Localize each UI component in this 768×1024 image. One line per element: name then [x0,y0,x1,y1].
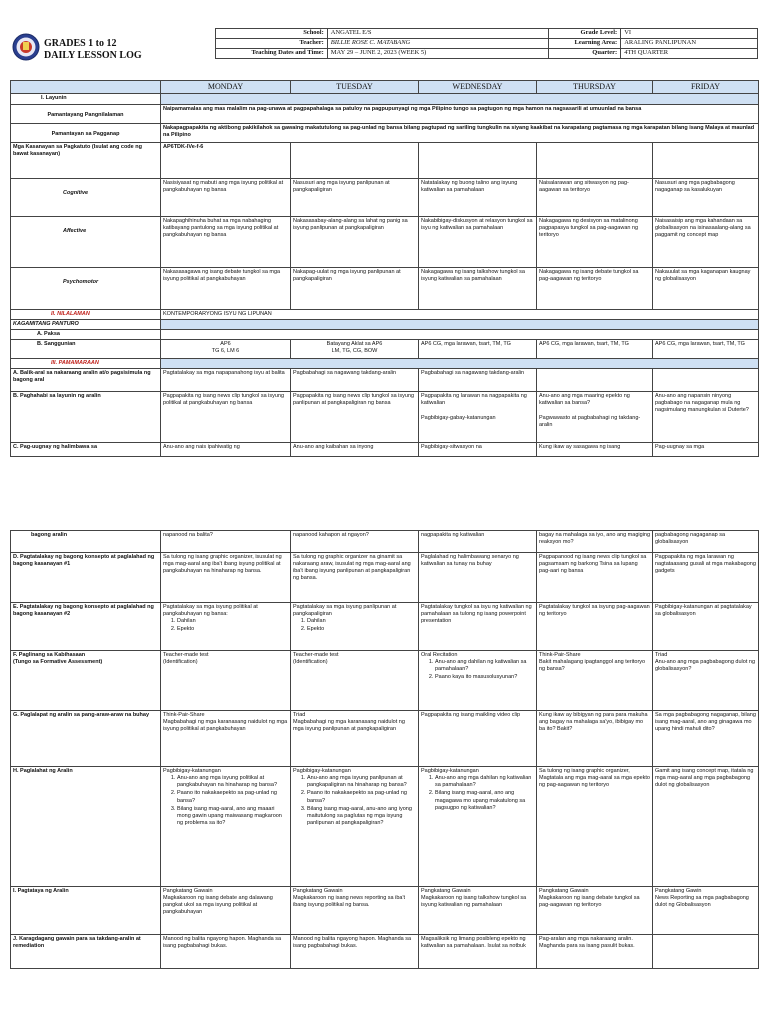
quarter-value: 4TH QUARTER [621,49,758,59]
kabihasaan-wed-list [421,659,534,681]
pag-uugnay-cont-mon: napanood na balita? [161,531,291,553]
day-monday: MONDAY [161,81,291,94]
list-item: 2. Paano ito nakakaepekto sa pag-unlad ng bansa? [177,790,288,804]
konsepto-2-label: E. Pagtatalakay ng bagong konsepto at paglalahad ng bagong kasanayan #2 [11,603,161,651]
teacher-value: BILLIE ROSE C. MATABANG [327,39,549,49]
table-row [11,369,759,392]
area-value: ARALING PANLIPUNAN [621,39,758,49]
pagtataya-thu: Pangkatang Gawain Magkakaroon ng isang debate tungkol sa pag-aagawan ng teritoryo [537,887,653,935]
pag-uugnay-wed: Pagbibigay-sitwasyon na [419,443,537,457]
konsepto-1-fri: Pagpapakita ng mga larawan ng nagtataasang gusali at mga makabagong gadgets [653,553,759,603]
list-item: 3. Bilang isang mag-aaral, ano ang maaari mong gawin upang maiwasang magkaroon ng problema sa ito? [177,806,288,827]
konsepto-2-wed: Pagtatalakay tungkol sa isyu ng katiwalian ng pamahalaan sa tulong ng isang powerpoint presentation [419,603,537,651]
kabihasaan-label: F. Paglinang sa Kabihasaan (Tungo sa Formative Assessment) [11,651,161,711]
day-wednesday: WEDNESDAY [419,81,537,94]
paglalapat-thu: Kung ikaw ay bibigyan ng para para makuha ang bagay na mahalaga sa'yo, ibibigay mo ba ito? Bakit? [537,711,653,767]
psychomotor-label: Psychomotor [63,278,99,285]
lesson-log-header [10,28,758,68]
table-row [11,358,759,368]
cognitive-label-cell [11,178,161,216]
grade-value: VI [621,29,758,39]
list-item: 3. Bilang isang mag-aaral, anu-ano ang iyong maitutulong sa paglutas ng mga isyung panlipunan at pangkapaligiran? [307,806,416,827]
blank-cell [161,329,759,339]
lesson-table-page-2 [10,530,759,969]
paglalapat-mon: Think-Pair-Share Magbabahagi ng mga karanasang naidulot ng mga isyung politikal at pangkabuhayan [161,711,291,767]
psychomotor-tue: Nakapag-uulat ng mga isyung panlipunan at pangkapaligiran [291,267,419,309]
list-item: 1. Dahilan [177,618,288,625]
day-thursday: THURSDAY [537,81,653,94]
paglalahat-label: H. Paglalahat ng Aralin [11,767,161,887]
paglalahat-mon-intro: Pagbibigay-katanungan [163,768,221,774]
table-row [11,935,759,969]
list-item: 1. Dahilan [307,618,416,625]
sanggunian-tue: Batayang Aklat sa AP6 LM, TG, CG, BOW [291,339,419,358]
paglalapat-label: G. Paglalapat ng aralin sa pang-araw-araw na buhay [11,711,161,767]
area-label: Learning Area: [549,39,621,49]
paglalapat-fri: Sa mga pagbabagong nagaganap, bilang isang mag-aaral, ano ang ginagawa mo upang hindi mahuli dito? [653,711,759,767]
balik-aral-label: A. Balik-aral sa nakaraang aralin at/o pagsisimula ng bagong aral [11,369,161,392]
konsepto-2-mon-intro: Pagtatalakay sa mga isyung politikal at pangkabuhayan ng bansa: [163,604,258,618]
kagamitan-label: KAGAMITANG PANTURO [11,319,161,329]
list-item: 2. Paano kaya ito masusolusyunan? [435,674,534,681]
table-row [11,123,759,142]
paglalahat-wed [419,767,537,887]
table-row [11,767,759,887]
takdang-aralin-thu: Pag-aralan ang mga nakaraang aralin. Maghanda para sa isang pasulit bukas. [537,935,653,969]
brand-line-1: GRADES 1 to 12 [44,38,117,49]
takdang-aralin-mon: Manood ng balita ngayong hapon. Maghanda sa isang pagbabahagi bukas. [161,935,291,969]
nilalaman-label: II. NILALAMAN [11,309,161,319]
affective-label-cell [11,216,161,267]
pagganap-text: Nakapagpapakita ng aktibong pakikilahok sa gawaing makatutulong sa pag-unlad ng bansa bilang pagtupad ng sariling tungkulin na siyang kaakibat na karapatang pagtamasa ng mga karapatan bilang isang Malaya at maunlad na Pilipino [161,123,759,142]
paghahabi-label: B. Paghahabi sa layunin ng aralin [11,392,161,443]
sanggunian-fri: AP6 CG, mga larawan, tsart, TM, TG [653,339,759,358]
konsepto-2-tue-intro: Pagtatalakay sa mga isyung panlipunan at pangkapaligiran [293,604,397,618]
affective-mon: Nakapaghihinuha buhat sa mga nabahaging katibayang pantulong sa mga isyung politikal at pangkabuhayan ng bansa [161,216,291,267]
paglalahat-fri: Gamit ang isang concept map, itatala ng mga mag-aaral ang mga pagbabagong dulot ng globalisasyon [653,767,759,887]
pamamaraan-label: III. PAMAMARAAN [11,358,161,368]
kabihasaan-thu: Think-Pair-Share Bakit mahalagang ipagtanggol ang teritoryo ng bansa? [537,651,653,711]
meta-table [215,28,758,59]
table-row [11,651,759,711]
school-value: ANGATEL E/S [327,29,549,39]
table-row [11,392,759,443]
cognitive-mon: Nasisiyasat ng mabuti ang mga isyung politikal at pangkabuhayan ng bansa [161,178,291,216]
list-item: 2. Epekto [307,626,416,633]
school-label: School: [216,29,328,39]
kabihasaan-wed [419,651,537,711]
kasanayan-label: Mga Kasanayan sa Pagkatuto (Isulat ang code ng bawat kasanayan) [11,142,161,178]
paglalahat-thu: Sa tulong ng isang graphic organizer, Magtatala ang mga mag-aaral sa mga epekto ng pag-aagawan ng teritoryo [537,767,653,887]
affective-label: Affective [63,227,87,234]
blank-cell [161,94,759,104]
day-header-row [11,81,759,94]
balik-aral-fri [653,369,759,392]
cognitive-tue: Nasusuri ang mga isyung panlipunan at pangkapaligiran [291,178,419,216]
sanggunian-wed: AP6 CG, mga larawan, tsart, TM, TG [419,339,537,358]
table-row [11,104,759,123]
sanggunian-mon: AP6 TG 6, LM 6 [161,339,291,358]
konsepto-2-tue [291,603,419,651]
dates-label: Teaching Dates and Time: [216,49,328,59]
list-item: 2. Paano ito nakakaepekto sa pag-unlad ng bansa? [307,790,416,804]
list-item: 2. Bilang isang mag-aaral, ano ang magagawa mo upang makatulong sa pagsugpo ng katiwalian? [435,790,534,811]
balik-aral-wed: Pagbabahagi sa nagawang takdang-aralin [419,369,537,392]
nilalaman-text: KONTEMPORARYONG ISYU NG LIPUNAN [161,309,759,319]
konsepto-1-wed: Paglalahad ng halimbawang senaryo ng katiwalian sa tunay na buhay [419,553,537,603]
paglalahat-mon [161,767,291,887]
grade-label: Grade Level: [549,29,621,39]
cognitive-thu: Naisalarawan ang sitwasyon ng pag-aagawan sa teritoryo [537,178,653,216]
paglalahat-mon-list [163,775,288,827]
table-row [11,443,759,457]
kabihasaan-tue: Teacher-made test (Identification) [291,651,419,711]
table-row [11,887,759,935]
paksa-label: A. Paksa [11,329,161,339]
pag-uugnay-cont-wed: nagpapakita ng katiwalian [419,531,537,553]
day-tuesday: TUESDAY [291,81,419,94]
layunin-label: I. Layunin [11,94,161,104]
blank-cell [161,319,759,329]
dates-value: MAY 29 – JUNE 2, 2023 (WEEK 5) [327,49,549,59]
paglalahat-tue-list [293,775,416,827]
konsepto-2-tue-list [293,618,416,633]
pagtataya-fri: Pangkatang Gawin News Reporting sa mga pagbabagong dulot ng Globalisasyon [653,887,759,935]
paglalapat-tue: Triad Magbabahagi ng mga karanasang naidulot ng mga isyung panlipunan at pangkapaligiran [291,711,419,767]
table-row [11,142,759,178]
pagtataya-tue: Pangkatang Gawain Magkakaroon ng isang news reporting sa iba't ibang isyung politikal ng bansa. [291,887,419,935]
brand-title [44,38,142,62]
pagganap-label: Pamantayan sa Pagganap [11,123,161,142]
list-item: 1. Anu-ano ang mga isyung panlipunan at pangkapaligiran na hinaharap ng bansa? [307,775,416,789]
quarter-label: Quarter: [549,49,621,59]
konsepto-2-mon [161,603,291,651]
pag-uugnay-cont-thu: bagay na mahalaga sa iyo, ano ang magiging reaksyon mo? [537,531,653,553]
pagtataya-mon: Pangkatang Gawain Magkakaroon ng isang debate ang dalawang pangkat ukol sa mga isyung politikal at pangkabuhayan [161,887,291,935]
table-row [11,531,759,553]
list-item: 1. Anu-ano ang dahilan ng katiwalian sa pamahalaan? [435,659,534,673]
brand-line-2: DAILY LESSON LOG [44,50,142,61]
table-row [11,711,759,767]
cognitive-wed: Natatalakay ng buong talino ang isyung katiwalian sa pamahalaan [419,178,537,216]
psychomotor-fri: Nakauulat sa mga kaganapan kaugnay ng globalisasyon [653,267,759,309]
konsepto-2-fri: Pagbibigay-katanungan at pagtatalakay sa globalisasyon [653,603,759,651]
table-row [11,603,759,651]
psychomotor-label-cell [11,267,161,309]
table-row [11,309,759,319]
kasanayan-code: AP6TDK-IVe-f-6 [161,142,291,178]
paghahabi-mon: Pagpapakita ng isang news clip tungkol sa isyung politikal at pangkabuhayan ng bansa [161,392,291,443]
paghahabi-tue: Pagpapakita ng isang news clip tungkol sa isyung panlipunan at pangkapaligiran ng bansa [291,392,419,443]
table-row [11,319,759,329]
affective-wed: Nakabibigay-diskusyon at relasyon tungkol sa isyu ng katiwalian sa pamahalaan [419,216,537,267]
kabihasaan-mon: Teacher-made test (Identification) [161,651,291,711]
blank-cell [291,142,419,178]
paghahabi-fri: Anu-ano ang napansin ninyong pagbabago na nagaganap mula ng nagsimulang manungkulan si Duterte? [653,392,759,443]
paglalahat-tue [291,767,419,887]
teacher-label: Teacher: [216,39,328,49]
pag-uugnay-cont-tue: napanood kahapon at ngayon? [291,531,419,553]
affective-tue: Nakasasabay-alang-alang sa lahat ng panig sa isyung panlipunan at pangkapaligiran [291,216,419,267]
konsepto-1-tue: Sa tulong ng graphic organizer na ginamit sa nakaraang araw, isusulat ng mga mag-aaral ang iba't ibang isyung panlipunan at pangkapaligiran ng bansa. [291,553,419,603]
konsepto-1-label: D. Pagtatalakay ng bagong konsepto at paglalahad ng bagong kasanayan #1 [11,553,161,603]
list-item: 2. Epekto [177,626,288,633]
paghahabi-thu: Anu-ano ang mga maaring epekto ng katiwalian sa bansa? Pagwawasto at pagbabahagi ng takdang-aralin [537,392,653,443]
pangnilalaman-label: Pamantayang Pangnilalaman [11,104,161,123]
pag-uugnay-mon: Anu-ano ang nais ipahiwatig ng [161,443,291,457]
paghahabi-wed: Pagpapakita ng larawan na nagpapakita ng katiwalian Pagbibigay-gabay-katanungan [419,392,537,443]
day-friday: FRIDAY [653,81,759,94]
pagtataya-wed: Pangkatang Gawain Magkakaroon ng isang talkshow tungkol sa isyung katiwalian ng pamahalaan [419,887,537,935]
table-row [11,267,759,309]
list-item: 1. Anu-ano ang mga isyung politikal at pangkabuhayan na hinaharap ng bansa? [177,775,288,789]
takdang-aralin-fri [653,935,759,969]
konsepto-1-mon: Sa tulong ng isang graphic organizer, isusulat ng mga mag-aaral ang iba't ibang isyung politikal at pangkabuhayan na hinaharap ng bansa. [161,553,291,603]
table-row [11,329,759,339]
kabihasaan-fri: Triad Anu-ano ang mga pagbabagong dulot ng globalisasyon? [653,651,759,711]
deped-seal-icon [12,33,40,61]
pangnilalaman-text: Naipamamalas ang mas malalim na pag-unawa at pagpapahalaga sa patuloy na pagpupunyagi ng mga Pilipino tungo sa pagtugon ng mga hamon na nagsasarili at umuunlad na bansa [161,104,759,123]
table-row [11,553,759,603]
sanggunian-label: B. Sanggunian [11,339,161,358]
paglalahat-wed-list [421,775,534,812]
table-row [11,216,759,267]
lesson-table-page-1 [10,80,759,457]
cognitive-label: Cognitive [63,189,89,196]
takdang-aralin-label: J. Karagdagang gawain para sa takdang-aralin at remediation [11,935,161,969]
affective-thu: Nakagagawa ng desisyon sa matalinong pagpapasya tungkol sa pag-aagawan ng teritoryo [537,216,653,267]
psychomotor-thu: Nakagagawa ng isang debate tungkol sa pag-aagawan ng teritoryo [537,267,653,309]
balik-aral-thu [537,369,653,392]
balik-aral-tue: Pagbabahagi sa nagawang takdang-aralin [291,369,419,392]
konsepto-1-thu: Pagpapanood ng isang news clip tungkol sa pagsamsam ng barkong Tsina sa lupang pag-aari ng bansa [537,553,653,603]
pag-uugnay-cont-fri: pagbabagong nagaganap sa globalisasyon [653,531,759,553]
takdang-aralin-tue: Manood ng balita ngayong hapon. Maghanda sa isang pagbabahagi bukas. [291,935,419,969]
table-row [11,339,759,358]
konsepto-2-mon-list [163,618,288,633]
pagtataya-label: I. Pagtataya ng Aralin [11,887,161,935]
psychomotor-wed: Nakagagawa ng isang talkshow tungkol sa isyung katiwalian sa pamahalaan [419,267,537,309]
cognitive-fri: Nasusuri ang mga pagbabagong nagaganap sa kasalukuyan [653,178,759,216]
blank-cell [419,142,537,178]
balik-aral-mon: Pagtatalakay sa mga napapanahong isyu at balita [161,369,291,392]
pag-uugnay-thu: Kung ikaw ay sasagawa ng isang [537,443,653,457]
pag-uugnay-label: C. Pag-uugnay ng halimbawa sa [11,443,161,457]
blank-cell [161,358,759,368]
pag-uugnay-fri: Pag-uugnay sa mga [653,443,759,457]
kabihasaan-wed-intro: Oral Recitation [421,652,458,658]
paglalapat-wed: Pagpapakita ng isang maikling video clip [419,711,537,767]
takdang-aralin-wed: Magsaliksik ng limang posibleng epekto ng katiwalian sa pamahalaan. Isulat sa notbuk [419,935,537,969]
konsepto-2-thu: Pagtatalakay tungkol sa isyung pag-aagawan ng teritoryo [537,603,653,651]
blank-cell [537,142,653,178]
sanggunian-thu: AP6 CG, mga larawan, tsart, TM, TG [537,339,653,358]
blank-cell [653,142,759,178]
table-row [11,94,759,104]
pag-uugnay-tue: Anu-ano ang kaibahan sa inyong [291,443,419,457]
list-item: 1. Anu-ano ang mga dahilan ng katiwalian sa pamahalaan? [435,775,534,789]
table-row [11,178,759,216]
psychomotor-mon: Nakasasagawa ng isang debate tungkol sa mga isyung politikal at pangkabuhayan [161,267,291,309]
pag-uugnay-cont-label: bagong aralin [11,531,161,553]
paglalahat-wed-intro: Pagbibigay-katanungan [421,768,479,774]
paglalahat-tue-intro: Pagbibigay-katanungan [293,768,351,774]
affective-fri: Naisasaisip ang mga kahandaan sa globalisasyon na isinasaalang-alang sa paggamit ng concept map [653,216,759,267]
blank-cell [11,81,161,94]
